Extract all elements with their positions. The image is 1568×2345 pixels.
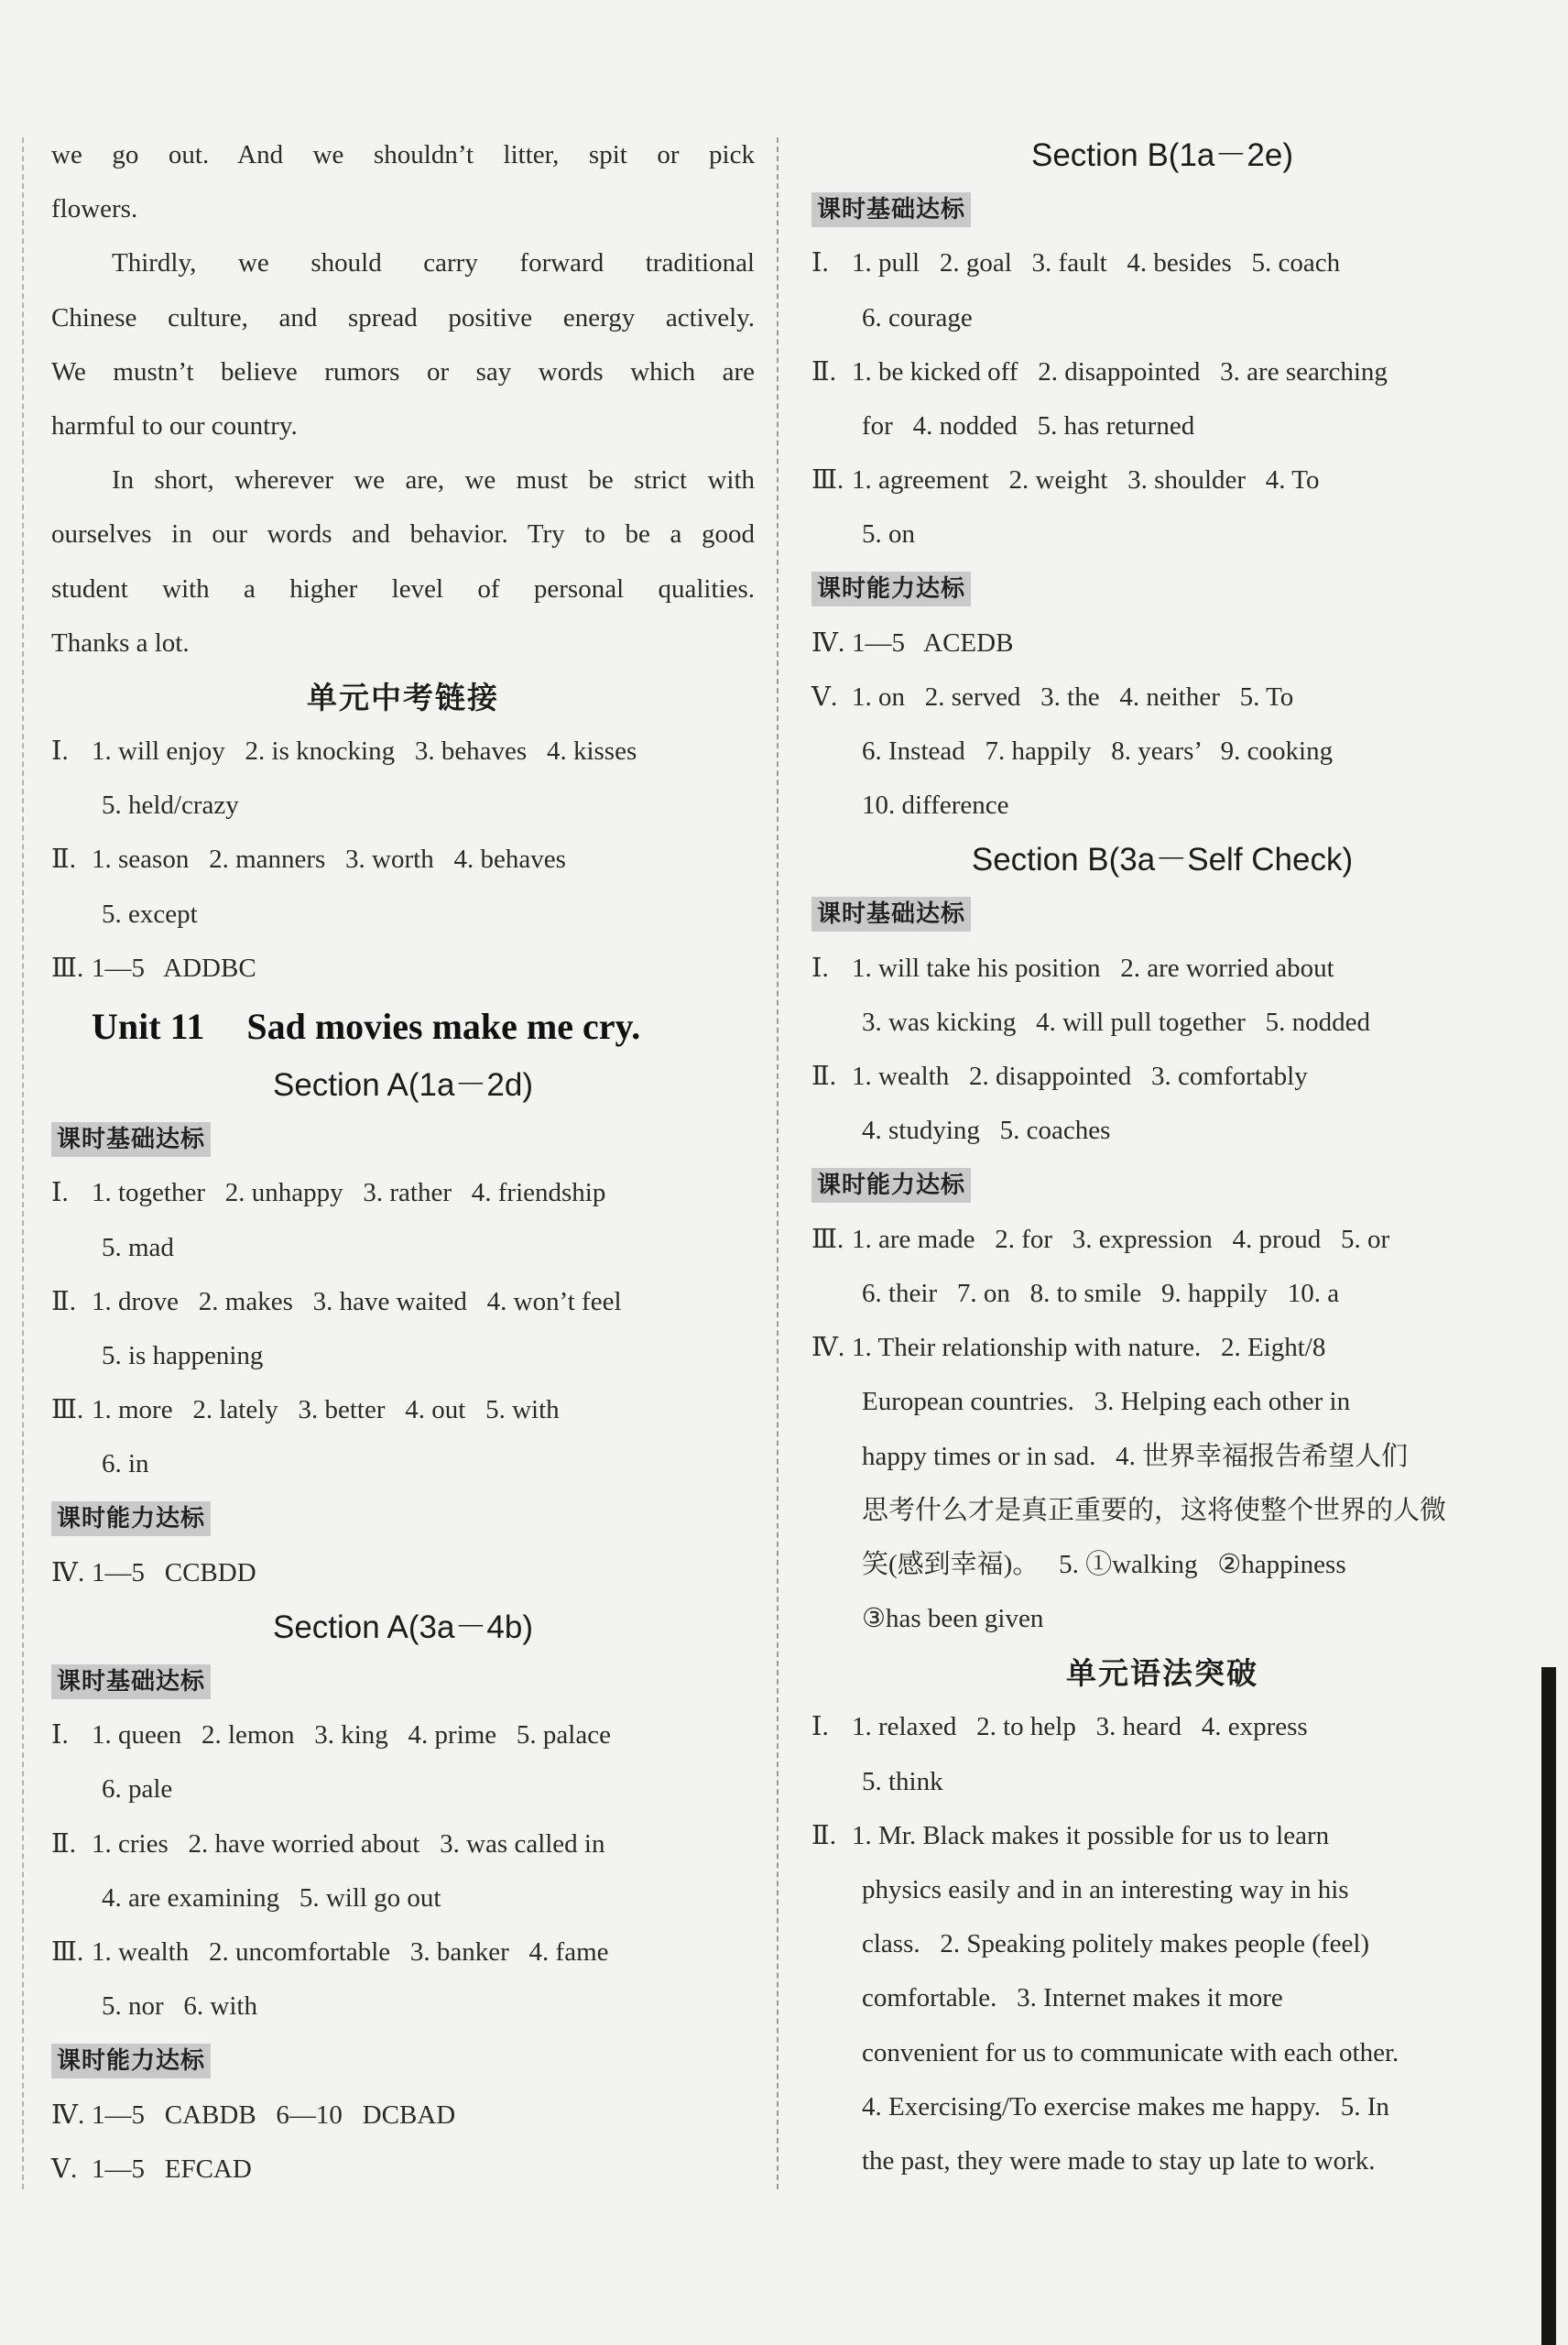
roman-numeral: Ⅴ. — [51, 2154, 78, 2184]
answer-text: physics easily and in an interesting way in his — [862, 1875, 1349, 1904]
answer-line — [51, 1329, 755, 1383]
answer-text: 1. on 2. served 3. the 4. neither 5. To — [852, 682, 1294, 712]
roman-numeral: Ⅱ. — [51, 1828, 76, 1859]
answer-text: 1. wealth 2. uncomfortable 3. banker 4. fame — [92, 1937, 609, 1967]
answer-text: 1. queen 2. lemon 3. king 4. prime 5. palace — [92, 1720, 611, 1751]
answer-text: 6. pale — [102, 1774, 173, 1805]
answer-text: 4. Exercising/To exercise makes me happy. 5. In — [862, 2091, 1389, 2121]
basic-practice-tag: 课时基础达标 — [51, 1664, 211, 1699]
ability-practice-tag: 课时能力达标 — [51, 2044, 211, 2078]
answer-text: 1. will enjoy 2. is knocking 3. behaves 4. kisses — [92, 736, 637, 767]
answer-text: class. 2. Speaking politely makes people (feel) — [862, 1929, 1370, 1959]
roman-numeral: Ⅳ. — [51, 1557, 85, 1587]
grammar-heading: 单元语法突破 — [1066, 1655, 1258, 1692]
answer-text: happy times or in sad. 4. 世界幸福报告希望人们 — [862, 1441, 1409, 1471]
section-heading: Section A(3a－4b) — [272, 1609, 534, 1645]
answer-text: 1. cries 2. have worried about 3. was called in — [92, 1828, 605, 1859]
essay-line: ourselves in our words and behavior. Try to be a good — [51, 519, 755, 550]
answer-list — [811, 236, 1513, 562]
answer-text: 1. relaxed 2. to help 3. heard 4. express — [852, 1712, 1308, 1742]
answer-line — [811, 399, 1513, 453]
answer-text: 6. Instead 7. happily 8. years’ 9. cooking — [862, 736, 1334, 767]
answer-line — [811, 236, 1513, 290]
answer-list — [811, 616, 1513, 834]
basic-practice-tag: 课时基础达标 — [811, 192, 971, 227]
answer-line — [811, 1321, 1513, 1375]
answer-text: 1. drove 2. makes 3. have waited 4. won’t feel — [92, 1286, 622, 1316]
answer-list — [811, 942, 1513, 1159]
section-heading: Section A(1a－2d) — [272, 1067, 534, 1103]
answer-line — [811, 291, 1513, 345]
answer-line — [811, 779, 1513, 833]
answer-text: 1. agreement 2. weight 3. shoulder 4. To — [852, 465, 1320, 496]
answer-line — [51, 1708, 755, 1762]
answer-text: 5. except — [102, 899, 198, 929]
answer-text: European countries. 3. Helping each other in — [862, 1387, 1351, 1417]
column-divider — [777, 137, 779, 2189]
essay-line: Thirdly, we should carry forward traditional — [112, 248, 755, 278]
section-heading: Section B(3a－Self Check) — [971, 842, 1354, 878]
answer-line — [51, 1980, 755, 2034]
answer-line — [811, 1700, 1513, 1754]
exam-link-answers — [51, 725, 755, 996]
answer-line — [811, 2026, 1513, 2080]
answer-text: 1. are made 2. for 3. expression 4. proud 5. or — [852, 1224, 1390, 1254]
answer-text: 1—5 CCBDD — [92, 1557, 256, 1587]
answer-line — [811, 671, 1513, 725]
answer-text: 1. pull 2. goal 3. fault 4. besides 5. coach — [852, 248, 1341, 278]
answer-text: 5. mad — [102, 1232, 174, 1262]
ability-practice-tag: 课时能力达标 — [51, 1501, 211, 1536]
answer-text: 10. difference — [862, 791, 1009, 821]
answer-line — [51, 833, 755, 887]
roman-numeral: Ⅰ. — [811, 248, 829, 278]
answer-line — [811, 1484, 1513, 1538]
answer-line — [811, 1863, 1513, 1917]
answer-line — [811, 1592, 1513, 1646]
answer-line — [51, 1437, 755, 1491]
answer-line — [51, 942, 755, 996]
essay-line: flowers. — [51, 194, 138, 224]
answer-text: 1. together 2. unhappy 3. rather 4. friendship — [92, 1178, 606, 1208]
unit-title — [51, 996, 755, 1058]
answer-text: 1—5 EFCAD — [92, 2154, 252, 2184]
basic-practice-tag: 课时基础达标 — [811, 897, 971, 932]
answer-text: 1. will take his position 2. are worried about — [852, 953, 1334, 983]
left-margin-rule — [22, 137, 24, 2189]
roman-numeral: Ⅳ. — [51, 2100, 85, 2130]
answer-text: 4. are examining 5. will go out — [102, 1882, 441, 1913]
answer-text: 1. wealth 2. disappointed 3. comfortably — [852, 1062, 1308, 1092]
answer-line — [51, 888, 755, 942]
answer-line — [811, 2080, 1513, 2134]
answer-line — [51, 1221, 755, 1275]
essay-line: Chinese culture, and spread positive energy actively. — [51, 302, 755, 333]
roman-numeral: Ⅲ. — [51, 1395, 84, 1425]
essay-line: student with a higher level of personal qualities. — [51, 573, 755, 604]
unit-number: Unit 11 — [92, 1006, 205, 1047]
answer-line — [51, 1762, 755, 1816]
answer-line — [51, 2089, 755, 2143]
answer-text: ③has been given — [862, 1604, 1044, 1634]
exam-link-heading: 单元中考链接 — [307, 679, 499, 715]
unit-name: Sad movies make me cry. — [246, 1006, 641, 1047]
answer-line — [51, 2143, 755, 2197]
ability-practice-tag: 课时能力达标 — [811, 1168, 971, 1203]
answer-line — [811, 996, 1513, 1050]
essay-line: We mustn’t believe rumors or say words which are — [51, 356, 755, 387]
roman-numeral: Ⅱ. — [811, 1820, 836, 1850]
answer-line — [811, 725, 1513, 779]
answer-text: 5. on — [862, 519, 915, 550]
answer-list — [51, 1546, 755, 1600]
roman-numeral: Ⅲ. — [51, 1937, 84, 1967]
answer-text: 6. in — [102, 1449, 149, 1479]
answer-line — [51, 1275, 755, 1329]
answer-line — [811, 1971, 1513, 2025]
answer-text: 4. studying 5. coaches — [862, 1116, 1111, 1146]
roman-numeral: Ⅲ. — [51, 953, 84, 983]
answer-text: comfortable. 3. Internet makes it more — [862, 1983, 1283, 2013]
section-heading: Section B(1a－2e) — [1031, 137, 1293, 173]
answer-line — [51, 1383, 755, 1437]
answer-text: the past, they were made to stay up late to work. — [862, 2145, 1376, 2176]
answer-text: 5. think — [862, 1766, 943, 1796]
roman-numeral: Ⅱ. — [811, 356, 836, 387]
answer-line — [811, 2134, 1513, 2188]
answer-line — [811, 1104, 1513, 1158]
roman-numeral: Ⅰ. — [51, 1720, 69, 1751]
answer-line — [811, 1430, 1513, 1484]
answer-line — [51, 1871, 755, 1925]
answer-line — [51, 725, 755, 779]
answer-line — [811, 1917, 1513, 1971]
roman-numeral: Ⅰ. — [811, 953, 829, 983]
roman-numeral: Ⅰ. — [811, 1712, 829, 1742]
answer-list — [51, 1708, 755, 2034]
essay-line: Thanks a lot. — [51, 627, 190, 658]
roman-numeral: Ⅲ. — [811, 1224, 844, 1254]
answer-line — [51, 1166, 755, 1220]
answer-line — [811, 1267, 1513, 1321]
answer-text: 1—5 ADDBC — [92, 953, 256, 983]
roman-numeral: Ⅰ. — [51, 1178, 69, 1208]
answer-line — [811, 616, 1513, 671]
answer-line — [811, 942, 1513, 996]
answer-text: 1—5 ACEDB — [852, 627, 1014, 658]
essay-line: harmful to our country. — [51, 410, 298, 441]
answer-line — [811, 453, 1513, 507]
answer-list — [811, 1700, 1513, 2188]
basic-practice-tag: 课时基础达标 — [51, 1122, 211, 1157]
answer-text: 5. is happening — [102, 1340, 264, 1370]
answer-line — [811, 345, 1513, 399]
roman-numeral: Ⅱ. — [51, 845, 76, 875]
roman-numeral: Ⅲ. — [811, 465, 844, 496]
answer-line — [51, 1925, 755, 1980]
essay-line: In short, wherever we are, we must be strict with — [112, 465, 755, 496]
answer-text: 1. Their relationship with nature. 2. Eight/8 — [852, 1333, 1326, 1363]
roman-numeral: Ⅰ. — [51, 736, 69, 767]
answer-line — [811, 1809, 1513, 1863]
answer-line — [811, 1538, 1513, 1592]
page-edge-shadow — [1541, 1667, 1556, 2345]
answer-line — [811, 1375, 1513, 1429]
roman-numeral: Ⅱ. — [811, 1062, 836, 1092]
answer-line — [811, 1213, 1513, 1267]
answer-text: 1—5 CABDB 6—10 DCBAD — [92, 2100, 456, 2130]
answer-text: 1. more 2. lately 3. better 4. out 5. with — [92, 1395, 560, 1425]
answer-text: 6. their 7. on 8. to smile 9. happily 10. a — [862, 1278, 1340, 1308]
answer-line — [51, 1817, 755, 1871]
answer-line — [811, 507, 1513, 562]
essay-block — [51, 128, 755, 671]
answer-line — [51, 1546, 755, 1600]
answer-text: 6. courage — [862, 302, 973, 333]
answer-text: 1. be kicked off 2. disappointed 3. are searching — [852, 356, 1388, 387]
answer-line — [51, 779, 755, 833]
left-column — [51, 128, 755, 2197]
answer-text: 1. season 2. manners 3. worth 4. behaves — [92, 845, 566, 875]
answer-text: convenient for us to communicate with each other. — [862, 2037, 1399, 2067]
roman-numeral: Ⅳ. — [811, 1333, 845, 1363]
answer-text: 3. was kicking 4. will pull together 5. nodded — [862, 1008, 1370, 1037]
answer-text: 笑(感到幸福)。 5. ①walking ②happiness — [862, 1549, 1346, 1579]
answer-list — [51, 2089, 755, 2197]
answer-line — [811, 1755, 1513, 1809]
roman-numeral: Ⅳ. — [811, 627, 845, 658]
ability-practice-tag: 课时能力达标 — [811, 572, 971, 606]
answer-text: 5. nor 6. with — [102, 1991, 257, 2022]
essay-line: we go out. And we shouldn’t litter, spit or pick — [51, 140, 755, 169]
roman-numeral: Ⅴ. — [811, 682, 838, 712]
right-column — [811, 128, 1513, 2188]
answer-list — [51, 1166, 755, 1491]
roman-numeral: Ⅱ. — [51, 1286, 76, 1316]
answer-line — [811, 1050, 1513, 1104]
answer-list — [811, 1213, 1513, 1647]
answer-text: for 4. nodded 5. has returned — [862, 410, 1195, 441]
answer-text: 思考什么才是真正重要的，这将使整个世界的人微 — [862, 1495, 1447, 1525]
answer-text: 1. Mr. Black makes it possible for us to learn — [852, 1820, 1330, 1850]
answer-text: 5. held/crazy — [102, 791, 239, 821]
